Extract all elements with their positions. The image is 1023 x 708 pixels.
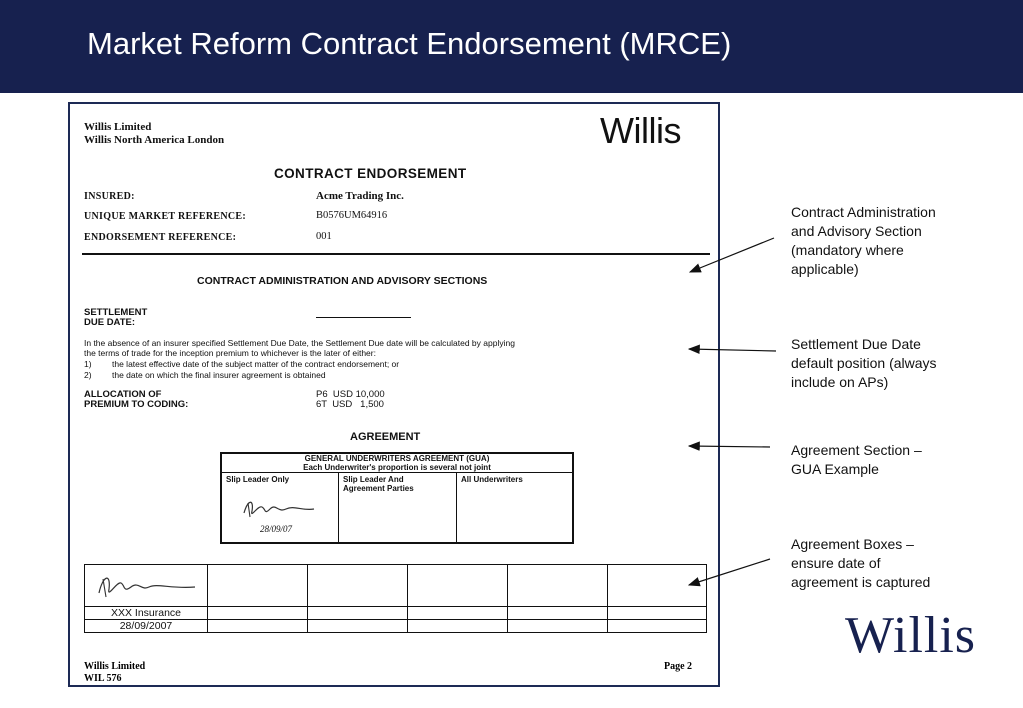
field-value-insured: Acme Trading Inc. [316,190,404,202]
gua-col-all-underwriters: All Underwriters [456,472,572,542]
gua-col-slip-leader: Slip Leader Only 28/09/07 [222,472,338,542]
annotation-settlement: Settlement Due Date default position (always include on APs) [791,336,937,390]
arrow-boxes [689,559,770,585]
page-number: Page 2 [664,661,693,672]
gua-subtitle: Each Underwriter's proportion is several not joint [303,463,491,472]
annotation-agreement: Agreement Section – GUA Example [791,442,922,477]
field-value-endorsement-ref: 001 [316,231,332,242]
box-insurer-name: XXX Insurance [110,607,182,619]
allocation-value-2: 6T USD 1,500 [316,399,384,410]
field-label-endorsement-ref: ENDORSEMENT REFERENCE: [84,232,237,243]
allocation-value-1: P6 USD 10,000 [316,389,385,400]
settlement-label-1: SETTLEMENT [84,307,148,318]
gua-signature-date: 28/09/07 [260,524,293,534]
annotation-advisory: Contract Administration and Advisory Section (mandatory where applicable) [791,204,936,277]
list-num-1: 1) [84,359,92,369]
list-item-1: the latest effective date of the subject matter of the contract endorsement; or [112,359,400,369]
allocation-label-2: PREMIUM TO CODING: [84,399,189,410]
document-heading: CONTRACT ENDORSEMENT [274,166,467,181]
arrow-agreement [689,446,770,447]
slide-title: Market Reform Contract Endorsement (MRCE) [87,26,732,61]
arrow-advisory [690,238,774,272]
willis-logo: Willis [600,110,681,151]
company-name: Willis Limited [84,121,152,133]
box-agreement-date: 28/09/2007 [119,620,173,632]
field-label-insured: INSURED: [84,191,135,202]
gua-col-slip-leader-parties: Slip Leader And Agreement Parties [338,472,456,542]
company-division: Willis North America London [84,134,225,146]
arrow-settlement [689,349,776,351]
footer-code: WIL 576 [84,673,122,684]
gua-title: GENERAL UNDERWRITERS AGREEMENT (GUA) Each Underwriter's proportion is several not joint [222,454,572,472]
list-item-2: the date on which the final insurer agreement is obtained [112,370,326,380]
settlement-label-2: DUE DATE: [84,317,136,328]
settlement-paragraph-1: In the absence of an insurer specified Settlement Due Date, the Settlement Due date will be calculated by applying [84,338,515,348]
footer-company: Willis Limited [84,661,146,672]
allocation-label-1: ALLOCATION OF [84,389,162,400]
field-label-umr: UNIQUE MARKET REFERENCE: [84,211,247,222]
section-title: CONTRACT ADMINISTRATION AND ADVISORY SECTIONS [197,275,488,287]
willis-brand-logo: Willis [845,607,977,664]
field-value-umr: B0576UM64916 [316,210,388,221]
settlement-paragraph-2: the terms of trade for the inception premium to whichever is the later of either: [84,348,376,358]
agreement-title: AGREEMENT [350,431,421,443]
annotation-boxes: Agreement Boxes – ensure date of agreement is captured [791,536,931,590]
list-num-2: 2) [84,370,92,380]
